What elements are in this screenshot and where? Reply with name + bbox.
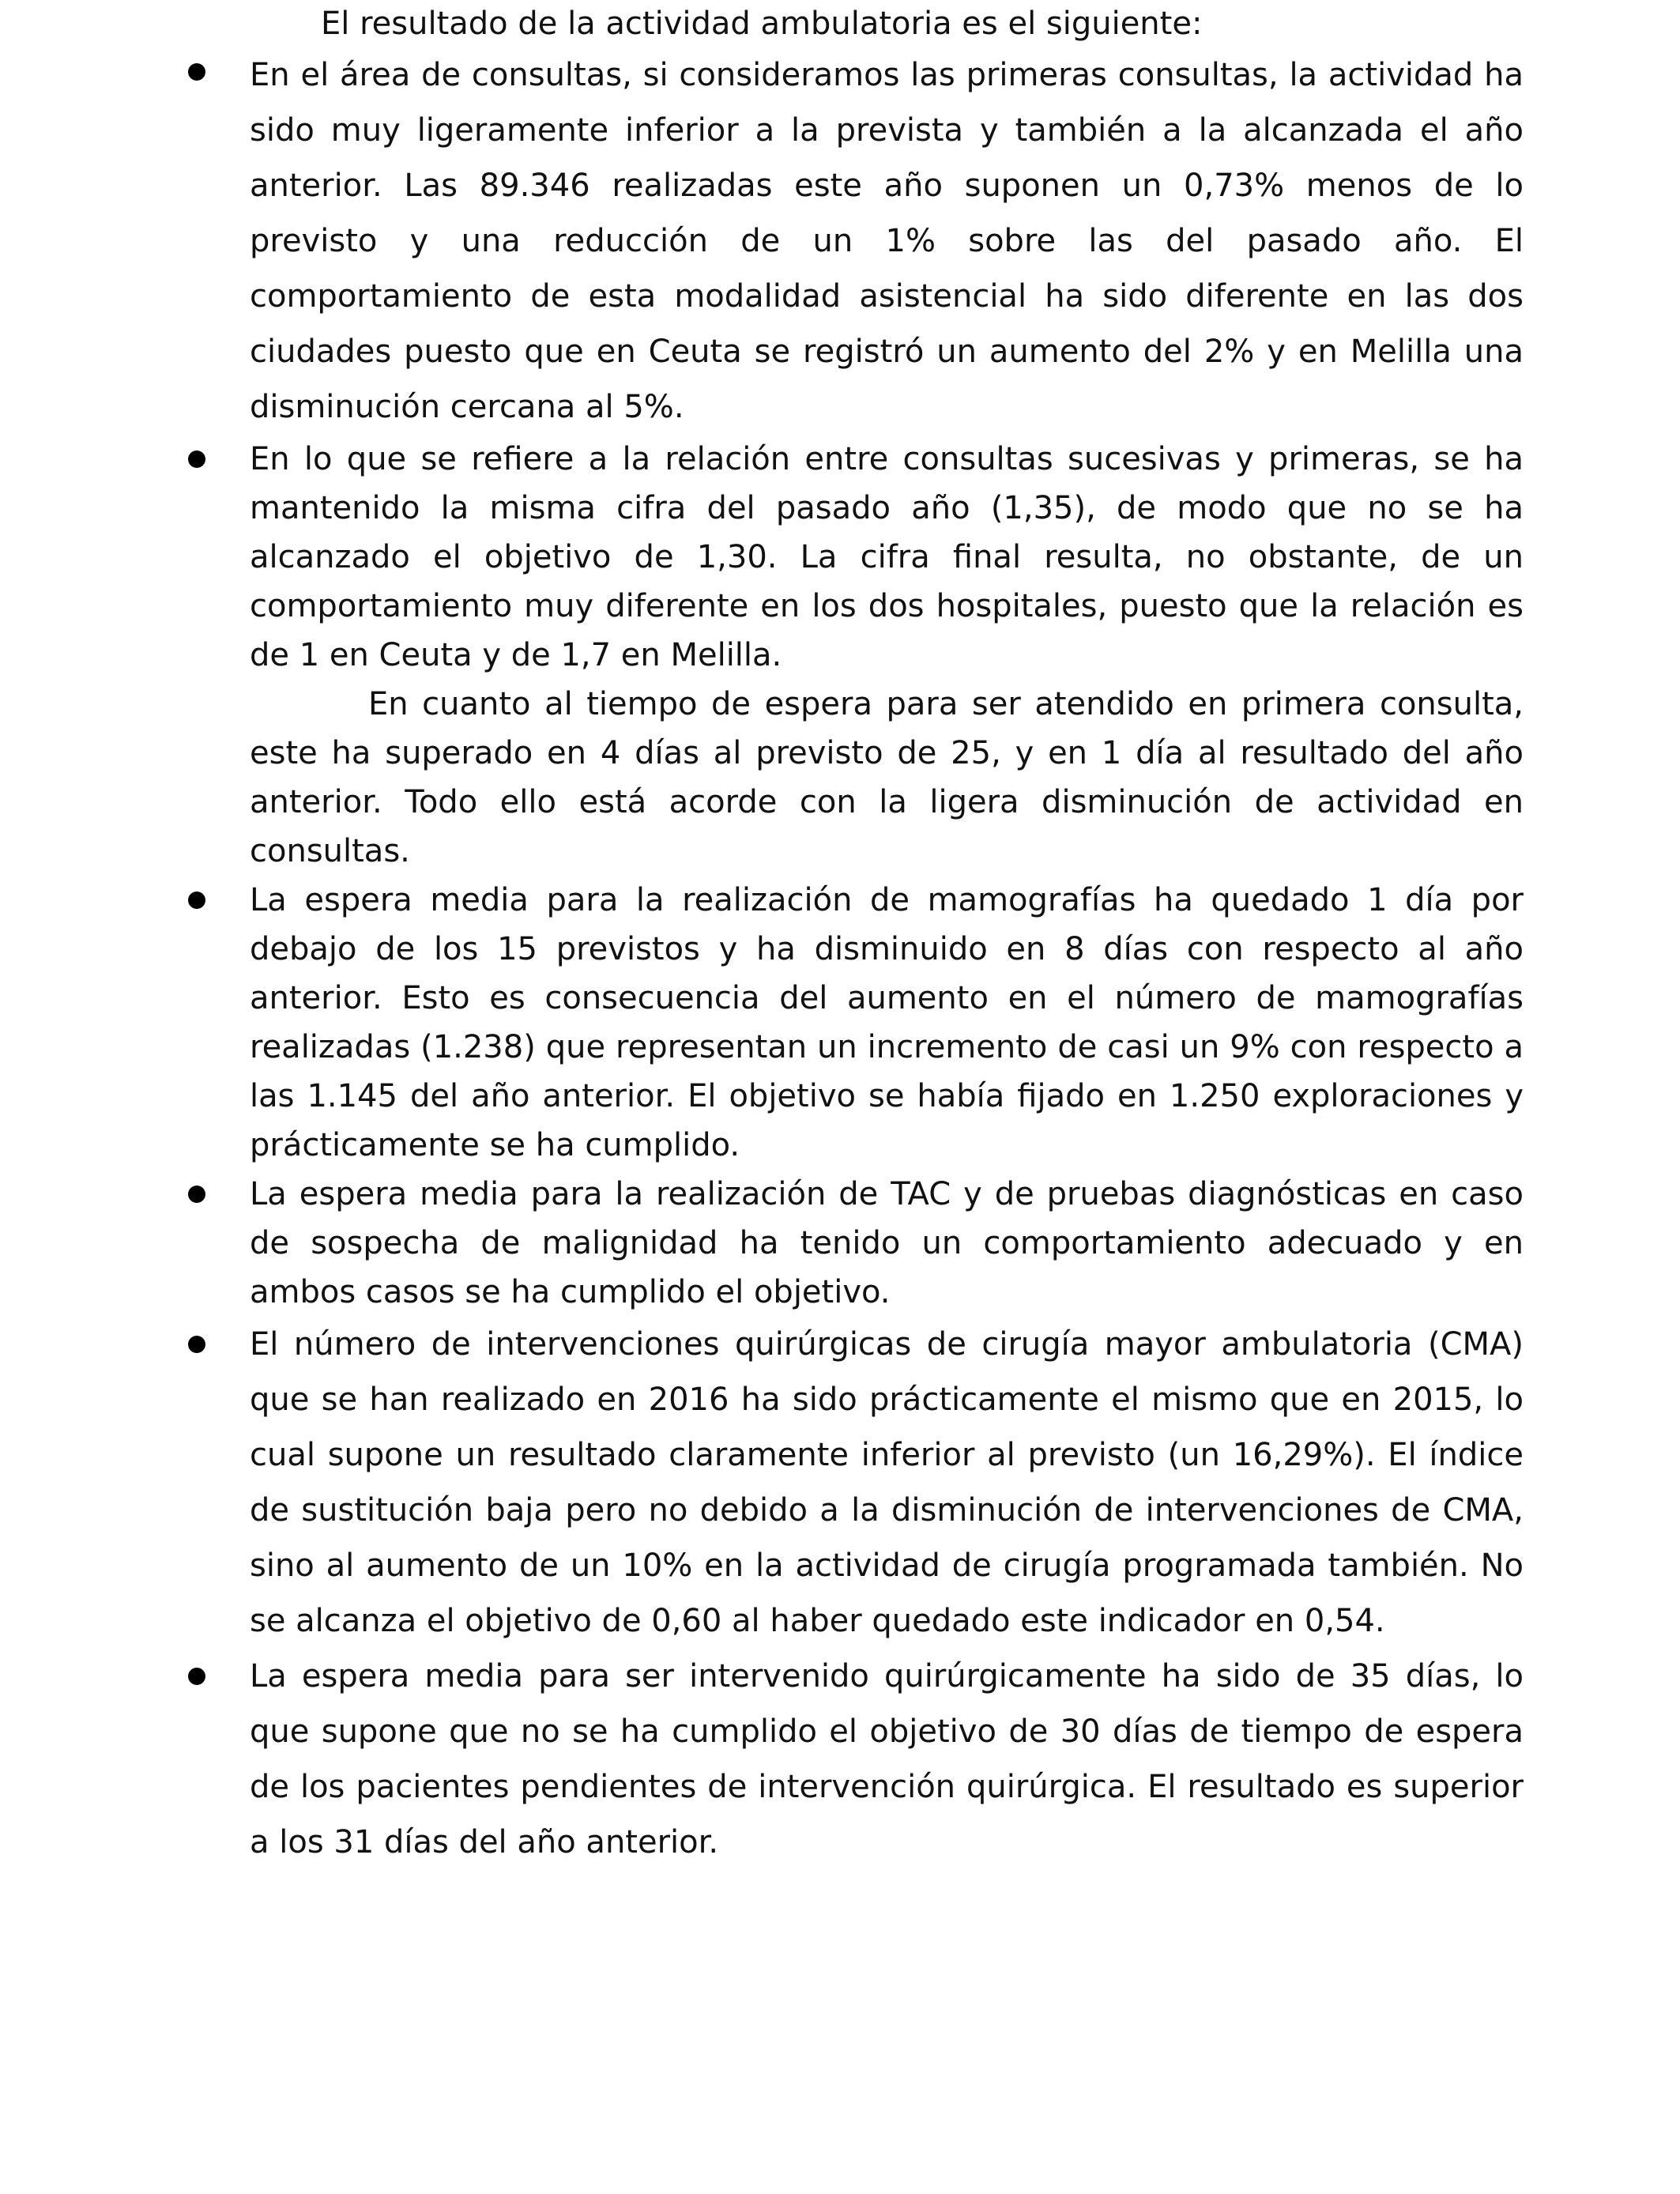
bullet-paragraph: El número de intervenciones quirúrgicas de cirugía mayor ambulatoria (CMA) que se han realizado en 2016 ha sido prácticamente el mismo que en 2015, lo cual supone un resultado claramente inferior al previsto (un 16,29%). El índice de sustitución baja pero no debido a la disminución de intervenciones de CMA, sino al aumento de un 10% en la actividad de cirugía programada también. No se alcanza el objetivo de 0,60 al haber quedado este indicador en 0,54.: [250, 1326, 1524, 1639]
list-item: [0, 435, 1680, 876]
bullet-paragraph: En lo que se refiere a la relación entre consultas sucesivas y primeras, se ha mantenido la misma cifra del pasado año (1,35), de modo que no se ha alcanzado el objetivo de 1,30. La cifra final resulta, no obstante, de un comportamiento muy diferente en los dos hospitales, puesto que la relación es de 1 en Ceuta y de 1,7 en Melilla.: [250, 441, 1524, 673]
bullet-paragraph: La espera media para la realización de mamografías ha quedado 1 día por debajo de los 15 previstos y ha disminuido en 8 días con respecto al año anterior. Esto es consecuencia del aumento en el número de mamografías realizadas (1.238) que representan un incremento de casi un 9% con respecto a las 1.145 del año anterior. El objetivo se había fijado en 1.250 exploraciones y prácticamente se ha cumplido.: [250, 882, 1524, 1163]
bullet-dot-icon: [188, 1336, 205, 1353]
bullet-paragraph: En el área de consultas, si consideramos las primeras consultas, la actividad ha sido muy ligeramente inferior a la prevista y también a la alcanzada el año anterior. Las 89.346 realizadas este año suponen un 0,73% menos de lo previsto y una reducción de un 1% sobre las del pasado año. El comportamiento de esta modalidad asistencial ha sido diferente en las dos ciudades puesto que en Ceuta se registró un aumento del 2% y en Melilla una disminución cercana al 5%.: [250, 57, 1524, 425]
list-item: [0, 47, 1680, 435]
bullet-paragraph: La espera media para ser intervenido quirúrgicamente ha sido de 35 días, lo que supone que no se ha cumplido el objetivo de 30 días de tiempo de espera de los pacientes pendientes de intervención quirúrgica. El resultado es superior a los 31 días del año anterior.: [250, 1658, 1524, 1860]
bullet-dot-icon: [188, 450, 205, 468]
list-item: [0, 1649, 1680, 1870]
bullet-dot-icon: [188, 1668, 205, 1685]
bullet-paragraph: En cuanto al tiempo de espera para ser atendido en primera consulta, este ha superado en 4 días al previsto de 25, y en 1 día al resultado del año anterior. Todo ello está acorde con la ligera disminución de actividad en consultas.: [250, 686, 1524, 869]
bullet-dot-icon: [188, 892, 205, 909]
bullet-paragraph: La espera media para la realización de TAC y de pruebas diagnósticas en caso de sospecha de malignidad ha tenido un comportamiento adecuado y en ambos casos se ha cumplido el objetivo.: [250, 1176, 1524, 1310]
list-item: [0, 1317, 1680, 1649]
bullet-list: [0, 47, 1680, 1870]
bullet-dot-icon: [188, 63, 205, 81]
intro-line: El resultado de la actividad ambulatoria es el siguiente:: [321, 6, 1203, 42]
list-item: [0, 1170, 1680, 1317]
bullet-dot-icon: [188, 1186, 205, 1203]
list-item: [0, 876, 1680, 1170]
